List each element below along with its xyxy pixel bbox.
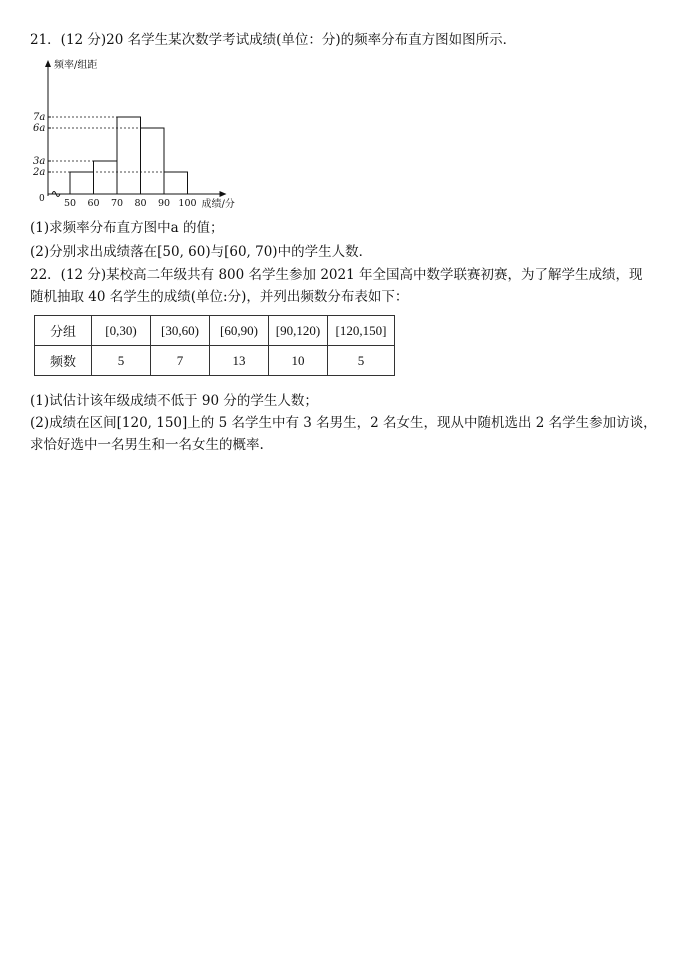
origin-label: 0	[39, 194, 45, 204]
q22-part1: (1)试估计该年级成绩不低于 90 分的学生人数；	[30, 393, 318, 409]
q21-part2: (2)分别求出成绩落在[50, 60)与[60, 70)中的学生人数．	[30, 244, 373, 260]
x-tick-label: 90	[157, 198, 171, 209]
q22-stem-line2: 随机抽取 40 名学生的成绩(单位:分)，并列出频数分布表如下：	[30, 289, 409, 305]
x-tick-label: 60	[87, 198, 100, 209]
table-header-count: 频数	[35, 346, 92, 376]
histogram-bar	[164, 172, 188, 194]
table-cell-group: [60,90)	[210, 316, 269, 346]
table-header-group: 分组	[35, 316, 92, 346]
q21-part1: (1)求频率分布直方图中a 的值；	[30, 220, 224, 236]
table-cell-group: [120,150]	[328, 316, 395, 346]
table-cell-count: 5	[92, 346, 151, 376]
q22-part2-line2: 求恰好选中一名男生和一名女生的概率.	[30, 437, 264, 453]
q22-stem-line1: 22．(12 分)某校高二年级共有 800 名学生参加 2021 年全国高中数学联赛初赛，为了解学生成绩，现	[30, 267, 643, 283]
table-cell-group: [0,30)	[92, 316, 151, 346]
x-tick-label: 50	[63, 198, 77, 209]
y-axis-label: 频率/组距	[54, 60, 98, 71]
histogram-chart	[26, 56, 256, 214]
y-axis-arrow	[45, 60, 51, 67]
table-row-groups	[35, 316, 395, 346]
table-cell-count: 5	[328, 346, 395, 376]
table-row-counts	[35, 346, 395, 376]
x-tick-label: 100	[178, 198, 197, 209]
x-tick-label: 70	[110, 198, 124, 209]
x-axis-arrow	[220, 191, 227, 197]
table-cell-count: 7	[151, 346, 210, 376]
x-tick-label: 80	[134, 198, 147, 209]
histogram-plot-area	[32, 58, 235, 210]
q22-part2-line1: (2)成绩在区间[120, 150]上的 5 名学生中有 3 名男生，2 名女生，现从中随机选出 2 名学生参加访谈，	[30, 415, 657, 431]
histogram-bar	[70, 172, 94, 194]
table-cell-count: 10	[269, 346, 328, 376]
histogram-bar	[94, 161, 118, 194]
x-axis-label: 成绩/分	[201, 199, 235, 210]
table-cell-group: [90,120)	[269, 316, 328, 346]
y-tick-label: 6a	[33, 123, 46, 134]
frequency-table	[34, 315, 395, 376]
table-cell-count: 13	[210, 346, 269, 376]
y-tick-label: 7a	[33, 112, 46, 123]
y-tick-label: 3a	[33, 156, 46, 167]
histogram-bar	[141, 128, 165, 194]
y-tick-label: 2a	[33, 167, 46, 178]
table-cell-group: [30,60)	[151, 316, 210, 346]
histogram-bar	[117, 117, 141, 194]
q21-stem: 21．(12 分)20 名学生某次数学考试成绩(单位：分)的频率分布直方图如图所示．	[30, 32, 517, 48]
